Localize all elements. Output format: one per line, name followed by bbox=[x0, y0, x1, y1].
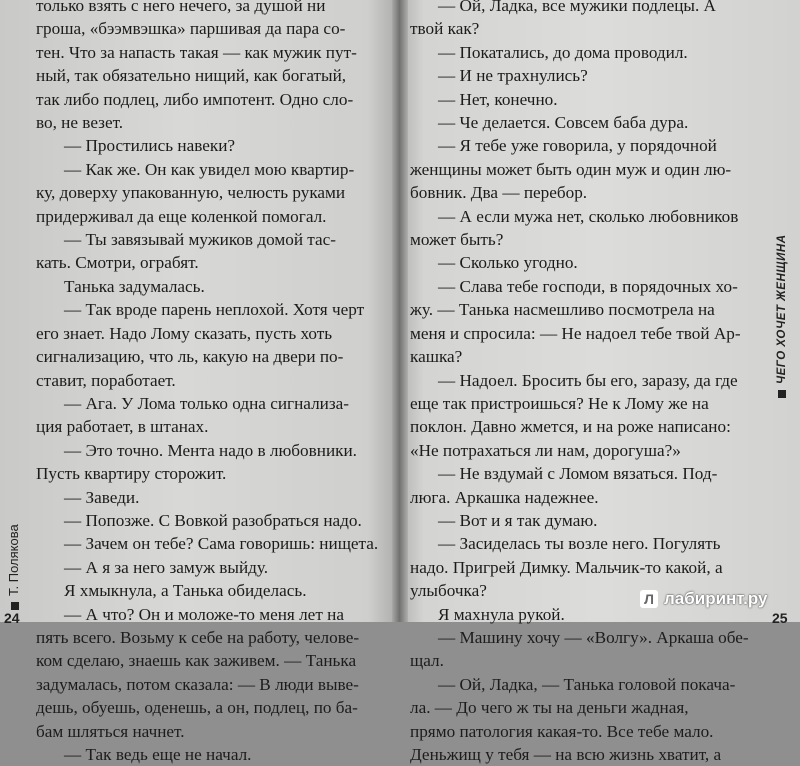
text-line: — Сколько угодно. bbox=[438, 253, 578, 273]
text-line: поклон. Давно жмется, и на роже написано: bbox=[410, 417, 731, 437]
text-line: «Не потрахаться ли нам, дорогуша?» bbox=[410, 440, 681, 460]
text-line: щал. bbox=[410, 651, 444, 671]
right-running-head-text: ЧЕГО ХОЧЕТ ЖЕНЩИНА bbox=[776, 234, 788, 384]
text-line: — Машину хочу — «Волгу». Аркаша обе- bbox=[438, 627, 749, 647]
square-icon bbox=[11, 602, 19, 610]
text-line: прямо патология какая-то. Все тебе мало. bbox=[410, 721, 714, 741]
text-line: люга. Аркашка надежнее. bbox=[410, 487, 599, 507]
labirint-logo-icon: Л bbox=[640, 590, 658, 608]
text-line: Я хмыкнула, а Танька обиделась. bbox=[64, 581, 307, 601]
text-line: — А я за него замуж выйду. bbox=[64, 557, 269, 577]
text-line: — Ты завязывай мужиков домой тас- bbox=[64, 230, 337, 250]
text-line: Пусть квартиру сторожит. bbox=[36, 464, 227, 484]
text-line: бам шляться начнет. bbox=[36, 721, 185, 741]
text-line: надо. Пригрей Димку. Мальчик-то какой, а bbox=[410, 557, 723, 577]
text-line: — Так ведь еще не начал. bbox=[64, 745, 252, 764]
text-line: ку, доверху упакованную, челюсть руками bbox=[36, 183, 346, 203]
text-line: только взять с него нечего, за душой ни bbox=[36, 0, 326, 15]
right-page-text bbox=[410, 0, 766, 766]
text-line: — Ага. У Лома только одна сигнализа- bbox=[64, 393, 349, 413]
text-line: бовник. Два — перебор. bbox=[410, 183, 588, 203]
text-line: ставит, поработает. bbox=[36, 370, 176, 390]
text-line: — Ой, Ладка, все мужики подлецы. А bbox=[438, 0, 716, 15]
watermark bbox=[640, 586, 767, 612]
text-line: — Че делается. Совсем баба дура. bbox=[438, 113, 689, 133]
text-line: — Так вроде парень неплохой. Хотя черт bbox=[64, 300, 365, 320]
text-line: — Вот и я так думаю. bbox=[438, 510, 598, 530]
text-line: твой как? bbox=[410, 19, 480, 39]
text-line: еще так пристроишься? Не к Лому же на bbox=[410, 393, 709, 413]
text-line: — Зачем он тебе? Сама говоришь: нищета. bbox=[64, 534, 379, 554]
text-line: — Слава тебе господи, в порядочных хо- bbox=[438, 276, 738, 296]
text-line: — А если мужа нет, сколько любовников bbox=[438, 206, 739, 226]
text-line: меня и спросила: — Не надоел тебе твой Ар- bbox=[410, 323, 741, 343]
text-line: улыбочка? bbox=[410, 581, 487, 601]
text-line: — Как же. Он как увидел мою квартир- bbox=[64, 159, 355, 179]
text-line: — Надоел. Бросить бы его, заразу, да где bbox=[438, 370, 738, 390]
text-line: ный, так обязательно нищий, как богатый, bbox=[36, 66, 347, 86]
left-page-number: 24 bbox=[4, 610, 20, 626]
watermark-text: лабиринт.ру bbox=[664, 589, 768, 608]
text-line: кашка? bbox=[410, 347, 463, 367]
text-line: ция работает, в штанах. bbox=[36, 417, 209, 437]
text-line: Танька задумалась. bbox=[64, 276, 205, 296]
book-spine bbox=[392, 0, 408, 622]
left-running-head-text: Т. Полякова bbox=[6, 524, 21, 596]
text-line: так либо подлец, либо импотент. Одно сло- bbox=[36, 89, 354, 109]
text-line: может быть? bbox=[410, 230, 504, 250]
text-line: — Заведи. bbox=[64, 487, 140, 507]
text-line: — Ой, Ладка, — Танька головой покача- bbox=[438, 674, 736, 694]
text-line: — Простились навеки? bbox=[64, 136, 236, 156]
text-line: дешь, обуешь, оденешь, а он, подлец, по ба- bbox=[36, 698, 358, 718]
text-line: — Нет, конечно. bbox=[438, 89, 558, 109]
text-line: — И не трахнулись? bbox=[438, 66, 588, 86]
text-line: — А что? Он и моложе-то меня лет на bbox=[64, 604, 344, 624]
left-page-text bbox=[36, 0, 388, 766]
text-line: ла. — До чего ж ты на деньги жадная, bbox=[410, 698, 689, 718]
text-line: — Попозже. С Вовкой разобраться надо. bbox=[64, 510, 362, 530]
right-page bbox=[400, 0, 800, 764]
text-line: придерживал да еще коленкой помогал. bbox=[36, 206, 327, 226]
right-running-head bbox=[776, 234, 788, 398]
text-line: Я махнула рукой. bbox=[438, 604, 565, 624]
text-line: — Засиделась ты возле него. Погулять bbox=[438, 534, 721, 554]
left-page bbox=[0, 0, 400, 764]
text-line: — Я тебе уже говорила, у порядочной bbox=[438, 136, 717, 156]
text-line: жу. — Танька насмешливо посмотрела на bbox=[410, 300, 715, 320]
text-line: гроша, «бээмвэшка» паршивая да пара со- bbox=[36, 19, 346, 39]
right-page-number: 25 bbox=[772, 610, 788, 626]
text-line: Деньжищ у тебя — на всю жизнь хватит, а bbox=[410, 745, 722, 764]
text-line: пять всего. Возьму к себе на работу, челове- bbox=[36, 627, 360, 647]
text-line: сигнализацию, что ль, какую на двери по- bbox=[36, 347, 344, 367]
text-line: — Покатались, до дома проводил. bbox=[438, 42, 688, 62]
text-line: во, не везет. bbox=[36, 113, 124, 133]
text-line: женщины может быть один муж и один лю- bbox=[410, 159, 732, 179]
text-line: задумалась, потом сказала: — В люди выве- bbox=[36, 674, 359, 694]
text-line: его знает. Надо Лому сказать, пусть хоть bbox=[36, 323, 333, 343]
text-line: кать. Смотри, ограбят. bbox=[36, 253, 199, 273]
text-line: ком сделаю, знаешь как заживем. — Танька bbox=[36, 651, 357, 671]
left-running-head bbox=[6, 524, 21, 610]
text-line: — Это точно. Мента надо в любовники. bbox=[64, 440, 357, 460]
square-icon bbox=[778, 390, 786, 398]
text-line: тен. Что за напасть такая — как мужик пут- bbox=[36, 42, 357, 62]
text-line: — Не вздумай с Ломом вязаться. Под- bbox=[438, 464, 718, 484]
